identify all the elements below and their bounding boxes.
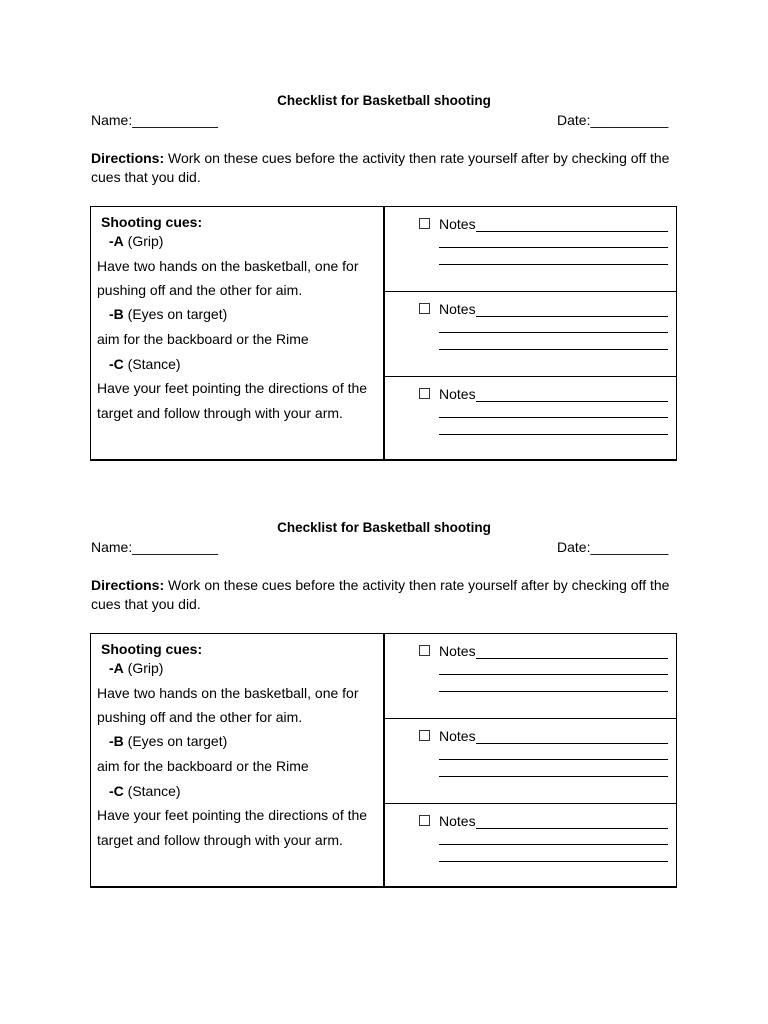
notes-line[interactable]: [476, 658, 668, 659]
notes-line[interactable]: [439, 776, 668, 777]
directions-text: Work on these cues before the activity then rate yourself after by checking off the cues that you did.: [91, 150, 670, 185]
cue-b-name: (Eyes on target): [123, 733, 228, 749]
notes-line[interactable]: [476, 828, 668, 829]
checkbox[interactable]: [419, 218, 430, 229]
notes-label: Notes: [439, 813, 476, 829]
cue-a-name: (Grip): [123, 660, 164, 676]
notes-line[interactable]: [439, 264, 668, 265]
notes-line[interactable]: [439, 434, 668, 435]
directions: [91, 149, 681, 187]
cue-a-code: -A: [109, 660, 124, 676]
cue-c-line-1: Have your feet pointing the directions of the: [97, 380, 368, 396]
cue-a-line-1: Have two hands on the basketball, one for: [97, 258, 359, 274]
notes-line[interactable]: [476, 743, 668, 744]
notes-label: Notes: [439, 386, 476, 402]
checkbox[interactable]: [419, 645, 430, 656]
cue-a-line-1: Have two hands on the basketball, one for: [97, 685, 359, 701]
cue-b-line-1: aim for the backboard or the Rime: [97, 758, 309, 774]
cue-b-code: -B: [109, 733, 124, 749]
shooting-cues-heading: Shooting cues:: [101, 641, 203, 657]
cue-c-line-2: target and follow through with your arm.: [97, 832, 343, 848]
notes-label: Notes: [439, 301, 476, 317]
checkbox[interactable]: [419, 388, 430, 399]
date-field[interactable]: Date:__________: [557, 539, 669, 555]
cue-c-name: (Stance): [123, 783, 181, 799]
cue-a-line-2: pushing off and the other for aim.: [97, 282, 303, 298]
note-row: [385, 377, 676, 462]
name-field[interactable]: Name:___________: [91, 112, 218, 128]
worksheet-title: Checklist for Basketball shooting: [277, 520, 491, 535]
checkbox[interactable]: [419, 815, 430, 826]
name-field[interactable]: Name:___________: [91, 539, 218, 555]
cue-a-line-2: pushing off and the other for aim.: [97, 709, 303, 725]
checkbox[interactable]: [419, 303, 430, 314]
notes-line[interactable]: [439, 861, 668, 862]
notes-line[interactable]: [439, 674, 668, 675]
date-field[interactable]: Date:__________: [557, 112, 669, 128]
cue-a-code: -A: [109, 233, 124, 249]
cue-c-code: -C: [109, 356, 124, 372]
notes-line[interactable]: [476, 231, 668, 232]
note-row: [385, 719, 676, 804]
notes-line[interactable]: [476, 316, 668, 317]
cue-b-code: -B: [109, 306, 124, 322]
notes-line[interactable]: [476, 401, 668, 402]
shooting-cues-cell: [91, 634, 385, 886]
cue-c-line-2: target and follow through with your arm.: [97, 405, 343, 421]
note-row: [385, 634, 676, 719]
checklist-table: [90, 206, 677, 461]
worksheet-title: Checklist for Basketball shooting: [277, 93, 491, 108]
notes-cell: [385, 207, 676, 459]
notes-line[interactable]: [439, 759, 668, 760]
cue-c-name: (Stance): [123, 356, 181, 372]
notes-cell: [385, 634, 676, 886]
notes-line[interactable]: [439, 844, 668, 845]
notes-label: Notes: [439, 728, 476, 744]
cue-b-label: [109, 306, 227, 322]
checklist-table: [90, 633, 677, 888]
notes-line[interactable]: [439, 691, 668, 692]
shooting-cues-cell: [91, 207, 385, 459]
notes-line[interactable]: [439, 332, 668, 333]
checkbox[interactable]: [419, 730, 430, 741]
directions-label: Directions:: [91, 577, 165, 593]
cue-a-label: [109, 660, 163, 676]
cue-b-line-1: aim for the backboard or the Rime: [97, 331, 309, 347]
directions: [91, 576, 681, 614]
notes-label: Notes: [439, 643, 476, 659]
cue-a-name: (Grip): [123, 233, 164, 249]
notes-line[interactable]: [439, 417, 668, 418]
directions-text: Work on these cues before the activity then rate yourself after by checking off the cues that you did.: [91, 577, 670, 612]
note-row: [385, 207, 676, 292]
cue-b-label: [109, 733, 227, 749]
cue-c-line-1: Have your feet pointing the directions of the: [97, 807, 368, 823]
notes-line[interactable]: [439, 349, 668, 350]
cue-b-name: (Eyes on target): [123, 306, 228, 322]
cue-c-code: -C: [109, 783, 124, 799]
directions-label: Directions:: [91, 150, 165, 166]
notes-line[interactable]: [439, 247, 668, 248]
cue-c-label: [109, 783, 181, 799]
cue-c-label: [109, 356, 181, 372]
notes-label: Notes: [439, 216, 476, 232]
note-row: [385, 804, 676, 889]
cue-a-label: [109, 233, 163, 249]
note-row: [385, 292, 676, 377]
shooting-cues-heading: Shooting cues:: [101, 214, 203, 230]
